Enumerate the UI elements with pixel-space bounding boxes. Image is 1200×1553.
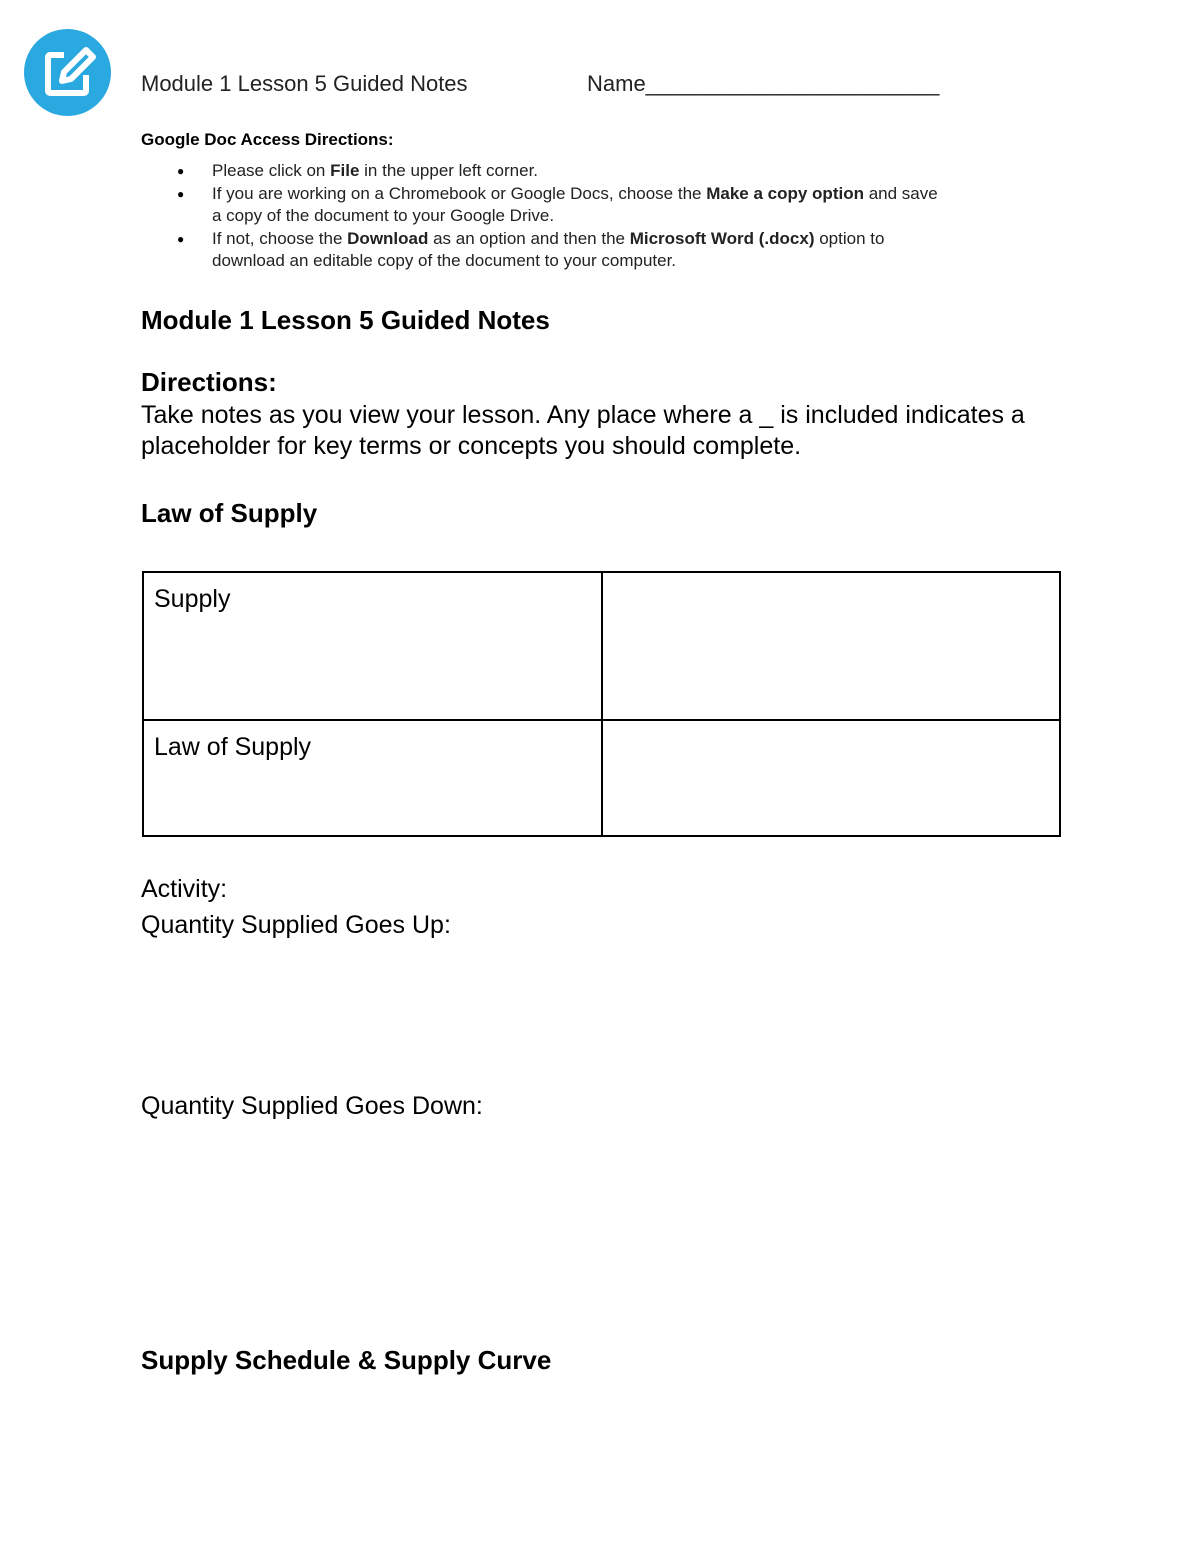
emphasized-text: Make a copy option: [706, 183, 864, 203]
module-title: Module 1 Lesson 5 Guided Notes: [141, 71, 468, 96]
direction-text: and save: [863, 183, 938, 203]
direction-text: If not, choose the: [212, 228, 348, 248]
activity-label: Activity:: [141, 875, 228, 903]
access-directions-item: [141, 160, 1071, 183]
directions-line: Take notes as you view your lesson. Any place where a _ is included indicates a: [141, 401, 1025, 429]
direction-text: as an option and then the: [428, 228, 630, 248]
emphasized-text: Download: [347, 228, 429, 248]
quantity-down-label: Quantity Supplied Goes Down:: [141, 1092, 483, 1120]
term-cell: Law of Supply: [143, 720, 602, 836]
notes-cell[interactable]: [602, 572, 1061, 720]
direction-text: option to: [814, 228, 885, 248]
term-cell: Supply: [143, 572, 602, 720]
access-directions-line: [212, 250, 1071, 273]
notes-table: [142, 571, 1061, 837]
access-directions-line: [212, 228, 1071, 251]
direction-text: in the upper left corner.: [359, 161, 539, 180]
direction-text: download an editable copy of the document to your computer.: [212, 251, 677, 270]
direction-text: Please click on: [212, 161, 331, 180]
access-directions-heading: Google Doc Access Directions:: [141, 130, 394, 149]
emphasized-text: Microsoft Word (.docx): [629, 228, 815, 248]
table-row: [143, 572, 1060, 720]
supply-schedule-heading: Supply Schedule & Supply Curve: [141, 1345, 552, 1375]
table-row: [143, 720, 1060, 836]
edit-pencil-icon: [24, 29, 111, 116]
notes-cell[interactable]: [602, 720, 1061, 836]
quantity-up-label: Quantity Supplied Goes Up:: [141, 911, 451, 939]
directions-line: placeholder for key terms or concepts you should complete.: [141, 432, 802, 460]
access-directions-item: [141, 183, 1071, 228]
law-of-supply-heading: Law of Supply: [141, 498, 318, 528]
access-directions-line: [212, 183, 1071, 206]
name-field: Name________________________: [587, 71, 940, 96]
access-directions-line: [212, 205, 1071, 228]
direction-text: a copy of the document to your Google Drive.: [212, 206, 555, 225]
access-directions-line: [212, 160, 1071, 183]
page-title: Module 1 Lesson 5 Guided Notes: [141, 305, 550, 335]
direction-text: If you are working on a Chromebook or Google Docs, choose the: [212, 183, 707, 203]
directions-text: [141, 400, 1141, 462]
access-directions-item: [141, 228, 1071, 273]
access-directions-list: [141, 160, 1071, 273]
directions-heading: Directions:: [141, 367, 277, 397]
emphasized-text: File: [330, 161, 360, 180]
